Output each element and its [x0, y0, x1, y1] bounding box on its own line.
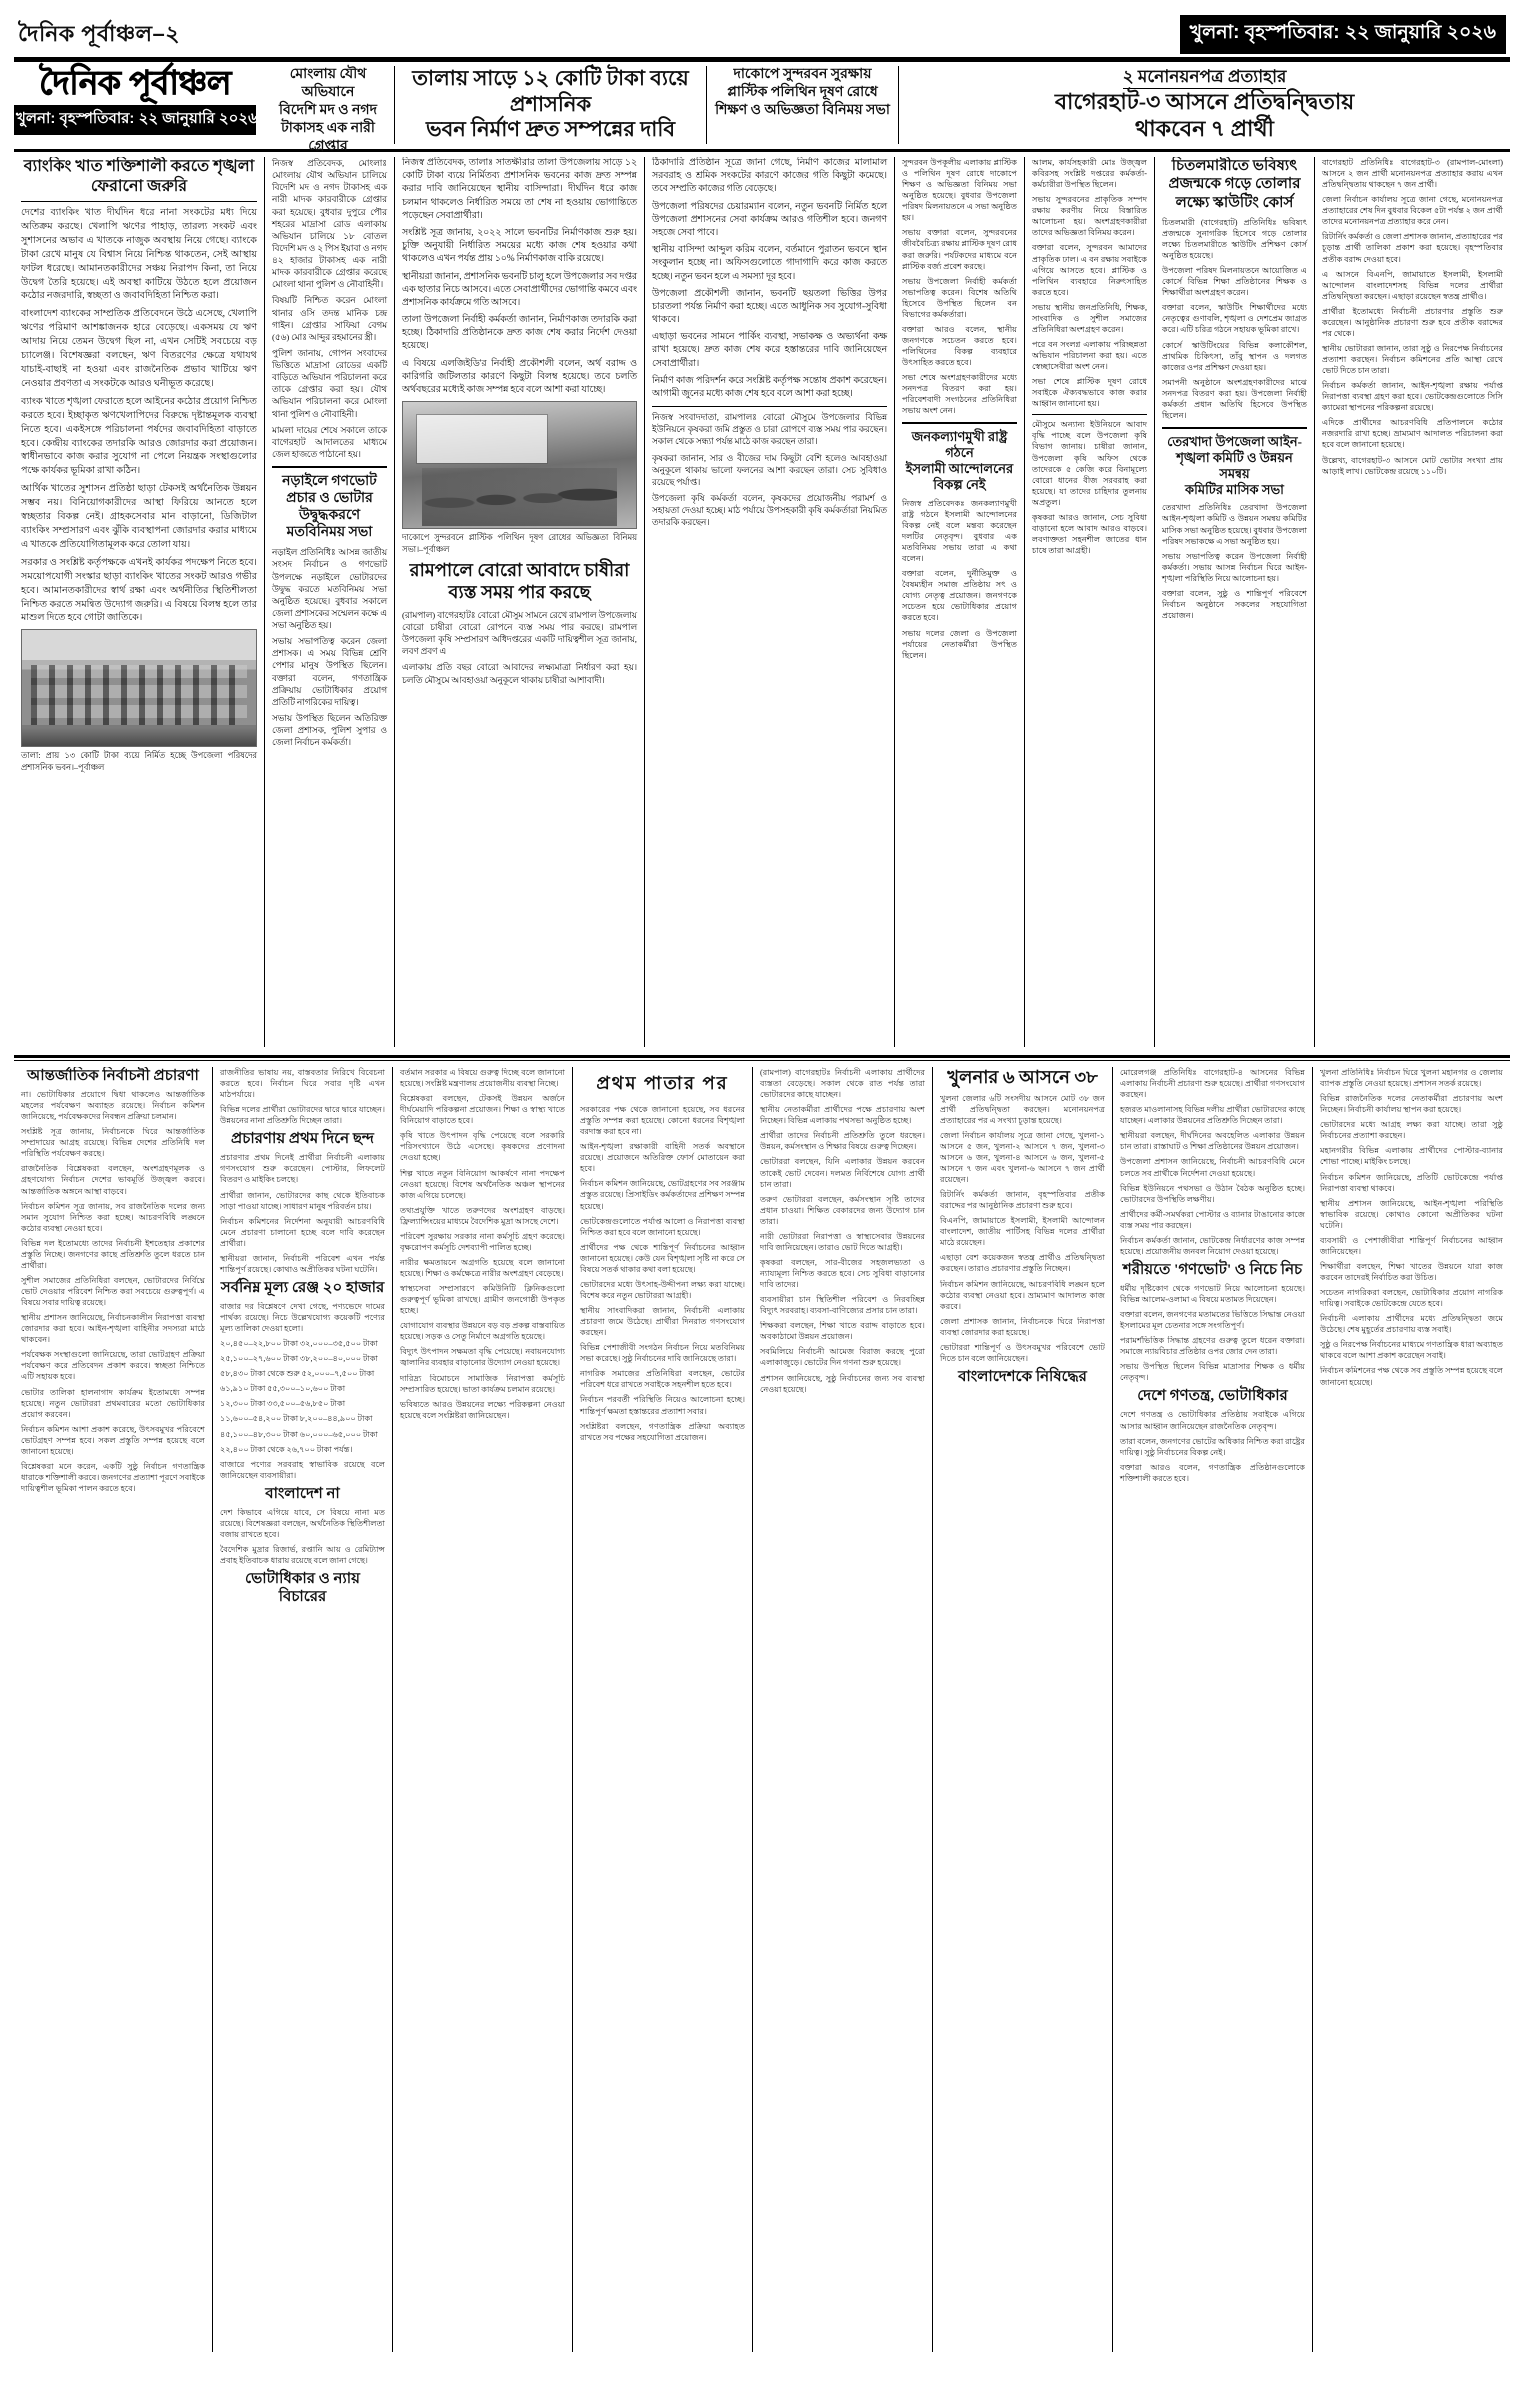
paragraph: নাগরিক সমাজের প্রতিনিধিরা বলছেন, ভোটের পরিবেশ ধরে রাখতে সবাইকে সহনশীল হতে হবে। — [580, 1369, 745, 1390]
paragraph: প্রার্থীরা জানান, ভোটারদের কাছ থেকে ইতিবাচক সাড়া পাওয়া যাচ্ছে। সাধারণ মানুষ পরিবর্তন চায়। — [220, 1190, 385, 1211]
paragraph: আর্থিক খাতের সুশাসন প্রতিষ্ঠা ছাড়া টেকসই অর্থনৈতিক উন্নয়ন সম্ভব নয়। বিনিয়োগকারীদের আস্থা ফিরিয়ে আনতে হলে স্বচ্ছতার বিকল্প নেই। গ্রাহকসেবার মান বাড়ানো, ডিজিটাল ব্যাংকিং সম্প্রসারণ এবং ঝুঁকি ব্যবস্থাপনা জোরদার করার মাধ্যমে এ খাতকে প্রতিযোগিতামূলক করে তোলা যায়। — [21, 483, 257, 550]
teaser-line: টাকাসহ এক নারী গ্রেপ্তার — [281, 120, 375, 154]
paragraph: চিতলমারী (বাগেরহাট) প্রতিনিধিঃ ভবিষ্যৎ প্রজন্মকে সুনাগরিক হিসেবে গড়ে তোলার লক্ষ্যে চিতলমারীতে স্কাউটিং প্রশিক্ষণ কোর্স অনুষ্ঠিত হয়েছে। — [1162, 217, 1307, 261]
shariah-referendum-headline: শরীয়তে 'গণভোট' ও নিচে নিচ — [1122, 1261, 1303, 1278]
teaser-line: দাকোপে সুন্দরবন সুরক্ষায় — [733, 67, 872, 82]
headline-line: কমিটির মাসিক সভা — [1185, 481, 1284, 497]
teaser-line: থাকবেন ৭ প্রার্থী — [1135, 115, 1274, 141]
paragraph: নড়াইল প্রতিনিধিঃ আসন্ন জাতীয় সংসদ নির্বাচন ও গণভোট উপলক্ষে নড়াইলে ভোটারদের উদ্বুদ্ধ করতে মতবিনিময় সভা অনুষ্ঠিত হয়েছে। বুধবার সকালে জেলা প্রশাসকের সম্মেলন কক্ষে এ সভা অনুষ্ঠিত হয়। — [272, 547, 387, 631]
paragraph: স্থানীয় ভোটাররা জানান, তারা সুষ্ঠু ও নিরপেক্ষ নির্বাচনের প্রত্যাশা করছেন। নির্বাচন কমিশনের প্রতি আস্থা রেখে ভোট দিতে চান তারা। — [1322, 343, 1503, 376]
headline-line: ইসলামী আন্দোলনের — [905, 461, 1014, 477]
paragraph: দেশে গণতন্ত্র ও ভোটাধিকার প্রতিষ্ঠায় সবাইকে এগিয়ে আসার আহ্বান জানিয়েছেন রাজনৈতিক নেতৃবৃন্দ। — [1120, 1410, 1305, 1431]
paragraph: কোর্সে স্কাউটিংয়ের বিভিন্ন কলাকৌশল, প্রাথমিক চিকিৎসা, তাঁবু স্থাপন ও দলগত কাজের ওপর প্রশিক্ষণ দেওয়া হয়। — [1162, 340, 1307, 372]
teaser-line: বিদেশি মদ ও নগদ — [279, 102, 377, 118]
column-dakop-cont — [1024, 157, 1154, 1047]
paragraph: প্রচারণার প্রথম দিনেই প্রার্থীরা নির্বাচনী এলাকায় গণসংযোগ শুরু করেছেন। পোস্টার, লিফলেট বিতরণ ও মাইকিং চলছে। — [220, 1153, 385, 1185]
paragraph: তরুণ ভোটাররা বলছেন, কর্মসংস্থান সৃষ্টি তাদের প্রধান চাওয়া। শিক্ষিত বেকারদের জন্য উদ্যোগ চান তারা। — [760, 1194, 925, 1226]
paragraph: তথ্যপ্রযুক্তি খাতে তরুণদের অংশগ্রহণ বাড়ছে। ফ্রিল্যান্সিংয়ের মাধ্যমে বৈদেশিক মুদ্রা আসছে দেশে। — [400, 1205, 565, 1226]
paragraph: স্বাস্থ্যসেবা সম্প্রসারণে কমিউনিটি ক্লিনিকগুলো গুরুত্বপূর্ণ ভূমিকা রাখছে। গ্রামীণ জনগোষ্ঠী উপকৃত হচ্ছে। — [400, 1284, 565, 1316]
price-row: ২৫,১০০–২৭,৬০০ টাকা ৩৮,২০০–৪০,০০০ টাকা — [220, 1354, 378, 1364]
paragraph: সভায় সভাপতিত্ব করেন উপজেলা নির্বাহী কর্মকর্তা। সভায় আসন্ন নির্বাচন ঘিরে আইন-শৃঙ্খলা পরিস্থিতি নিয়ে আলোচনা হয়। — [1162, 551, 1307, 583]
divider — [902, 422, 1017, 424]
lower-continuation-grid — [14, 1067, 1510, 2352]
paragraph: ভোটারদের মধ্যে উৎসাহ-উদ্দীপনা লক্ষ্য করা যাচ্ছে। বিশেষ করে নতুন ভোটাররা আগ্রহী। — [580, 1279, 745, 1300]
paragraph: নির্বাচন কমিশন জানিয়েছে, প্রতিটি ভোটকেন্দ্রে পর্যাপ্ত নিরাপত্তা ব্যবস্থা থাকবে। — [1320, 1172, 1503, 1193]
column-bagerhat3 — [1314, 157, 1510, 1047]
paragraph: এ বিষয়ে এলজিইডি'র নির্বাহী প্রকৌশলী বলেন, অর্থ বরাদ্দ ও কারিগরি জটিলতার কারণে কিছুটা বিলম্ব হয়েছে। তবে চলতি অর্থবছরের মধ্যেই কাজ সম্পন্ন হবে বলে আশা করা যাচ্ছে। — [402, 358, 637, 395]
paragraph: মহানগরীর বিভিন্ন এলাকায় প্রার্থীদের পোস্টার-ব্যানার শোভা পাচ্ছে। মাইকিং চলছে। — [1320, 1146, 1503, 1167]
headline-line: প্রজন্মকে গড়ে তোলার — [1168, 176, 1301, 193]
teaser-kicker — [907, 66, 1502, 89]
paragraph: সংশ্লিষ্টরা বলছেন, গণতান্ত্রিক প্রক্রিয়া অব্যাহত রাখতে সব পক্ষের সহযোগিতা প্রয়োজন। — [580, 1421, 745, 1442]
paragraph: (রামপাল) বাগেরহাটঃ নির্বাচনী এলাকায় প্রার্থীদের ব্যস্ততা বেড়েছে। সকাল থেকে রাত পর্যন্ত তারা ভোটারদের কাছে যাচ্ছেন। — [760, 1068, 925, 1100]
divider — [21, 201, 257, 202]
column-tala — [394, 157, 644, 1047]
paragraph: যোগাযোগ ব্যবস্থার উন্নয়নে বড় বড় প্রকল্প বাস্তবায়িত হয়েছে। সড়ক ও সেতু নির্মাণে অগ্রগতি হয়েছে। — [400, 1321, 565, 1342]
paragraph: বক্তারা বলেন, জনগণের মতামতের ভিত্তিতে সিদ্ধান্ত নেওয়া ইসলামের মূল চেতনার সঙ্গে সংগতিপূর্ণ। — [1120, 1310, 1305, 1331]
paragraph: শিক্ষার্থীরা বলছেন, শিক্ষা খাতের উন্নয়নে যারা কাজ করবেন তাদেরই নির্বাচিত করা উচিত। — [1320, 1261, 1503, 1282]
paragraph: উপজেলা পরিষদের চেয়ারম্যান বলেন, নতুন ভবনটি নির্মিত হলে উপজেলা প্রশাসনের সেবা কার্যক্রম আরও গতিশীল হবে। জনগণ সহজে সেবা পাবে। — [652, 201, 887, 238]
paragraph: বৈদেশিক মুদ্রার রিজার্ভ, রপ্তানি আয় ও রেমিট্যান্স প্রবাহ ইতিবাচক ধারায় রয়েছে বলে জানা গেছে। — [220, 1544, 385, 1565]
paragraph: বিশ্লেষকরা মনে করেন, একটি সুষ্ঠু নির্বাচন গণতান্ত্রিক ধারাকে শক্তিশালী করবে। জনগণের প্রত্যাশা পূরণে সবাইকে দায়িত্বশীল ভূমিকা পালন করতে হবে। — [21, 1461, 205, 1493]
paragraph: বক্তারা বলেন, সুন্দরবন আমাদের প্রাকৃতিক ঢাল। এ বন রক্ষায় সবাইকে এগিয়ে আসতে হবে। প্লাস্টিক ও পলিথিন ব্যবহারে নিরুৎসাহিত করতে হবে। — [1032, 243, 1147, 297]
headline-line: বিকল্প নেই — [933, 476, 986, 492]
paragraph: পরে বন সংলগ্ন এলাকায় পরিচ্ছন্নতা অভিযান পরিচালনা করা হয়। এতে স্বেচ্ছাসেবীরা অংশ নেন। — [1032, 339, 1147, 372]
paragraph: সংশ্লিষ্ট সূত্র জানায়, ২০২২ সালে ভবনটির নির্মাণকাজ শুরু হয়। চুক্তি অনুযায়ী নির্ধারিত সময়ের মধ্যে কাজ শেষ হওয়ার কথা থাকলেও এখন পর্যন্ত প্রায় ১০% নির্মাণকাজ বাকি রয়েছে। — [402, 227, 637, 265]
paragraph: সভা শেষে অংশগ্রহণকারীদের মধ্যে সনদপত্র বিতরণ করা হয়। পরিবেশবাদী সংগঠনের প্রতিনিধিরা সভায় অংশ নেন। — [902, 373, 1017, 416]
voting-rights-headline: ভোটাধিকার ও ন্যায় বিচারের — [245, 1571, 360, 1606]
paragraph: তারা বলেন, জনগণের ভোটের অধিকার নিশ্চিত করা রাষ্ট্রের দায়িত্ব। সুষ্ঠু নির্বাচনের বিকল্প নেই। — [1120, 1436, 1305, 1457]
paragraph: মোরেলগঞ্জ প্রতিনিধিঃ বাগেরহাট-৪ আসনের বিভিন্ন এলাকায় নির্বাচনী প্রচারণা শুরু হয়েছে। প্রার্থীরা গণসংযোগ করছেন। — [1120, 1068, 1305, 1100]
ban-bangladesh-headline: বাংলাদেশকে নিষিদ্ধের — [958, 1368, 1087, 1385]
paragraph: সভা শেষে প্লাস্টিক দূষণ রোধে সবাইকে ঐক্যবদ্ধভাবে কাজ করার আহ্বান জানানো হয়। — [1032, 377, 1147, 409]
paragraph: বর্তমান সরকার এ বিষয়ে গুরুত্ব দিচ্ছে বলে জানানো হয়েছে। সংশ্লিষ্ট মন্ত্রণালয় প্রয়োজনীয় ব্যবস্থা নিচ্ছে। — [400, 1068, 565, 1089]
section-split-rule — [14, 1055, 1510, 1058]
paragraph: বক্তারা বলেন, দুর্নীতিমুক্ত ও বৈষম্যহীন সমাজ প্রতিষ্ঠায় সৎ ও যোগ্য নেতৃত্ব প্রয়োজন। জনগণকে সচেতন হয়ে ভোটাধিকার প্রয়োগ করতে হবে। — [902, 569, 1017, 623]
paragraph: এ আসনে বিএনপি, জামায়াতে ইসলামী, ইসলামী আন্দোলন বাংলাদেশসহ বিভিন্ন দলের প্রার্থীরা প্রতিদ্বন্দ্বিতা করছেন। এছাড়া রয়েছেন স্বতন্ত্র প্রার্থীও। — [1322, 269, 1503, 301]
paragraph: (রামপাল) বাগেরহাটঃ বোরো মৌসুম সামনে রেখে রামপাল উপজেলায় বোরো চাষীরা বোরো রোপনে ব্যস্ত সময় পার করছে। রামপাল উপজেলা কৃষি সম্প্রসারণ অধিদপ্তরের একটি দায়িত্বশীল সূত্র জানায়, লবণ প্রবণ এ — [402, 609, 637, 657]
column-khulna-6-seats — [932, 1067, 1112, 2352]
paragraph: ধর্মীয় দৃষ্টিকোণ থেকে গণভোট নিয়ে আলোচনা হয়েছে। বিভিন্ন আলেম-ওলামা এ বিষয়ে মতামত দিয়েছেন। — [1120, 1283, 1305, 1304]
teaser-bagerhat-3 — [898, 66, 1510, 144]
column-chitalmari — [1154, 157, 1314, 1047]
paragraph: ঠিকাদারি প্রতিষ্ঠান সূত্রে জানা গেছে, নির্মাণ কাজের মালামাল সরবরাহ ও শ্রমিক সংকটের কারণে কাজের গতি কিছুটা কমেছে। তবে সম্প্রতি কাজের গতি বেড়েছে। — [652, 158, 887, 195]
paragraph: উপজেলা প্রশাসন জানিয়েছে, নির্বাচনী আচরণবিধি মেনে চলতে সব প্রার্থীকে নির্দেশনা দেওয়া হয়েছে। — [1120, 1157, 1305, 1178]
paragraph: বিদ্যুৎ উৎপাদন সক্ষমতা বৃদ্ধি পেয়েছে। নবায়নযোগ্য জ্বালানির ব্যবহার বাড়ানোর উদ্যোগ নেওয়া হয়েছে। — [400, 1347, 565, 1368]
header-band — [14, 64, 1510, 154]
paragraph: বিশ্লেষকরা বলছেন, টেকসই উন্নয়ন অর্জনে দীর্ঘমেয়াদি পরিকল্পনা প্রয়োজন। শিক্ষা ও স্বাস্থ্য খাতে বিনিয়োগ বাড়াতে হবে। — [400, 1094, 565, 1126]
teaser-line: শিক্ষণ ও অভিজ্ঞতা বিনিময় সভা — [715, 102, 890, 118]
paragraph: পরামর্শভিত্তিক সিদ্ধান্ত গ্রহণের গুরুত্ব তুলে ধরেন বক্তারা। সমাজে ন্যায়বিচার প্রতিষ্ঠার ওপর জোর দেন তারা। — [1120, 1336, 1305, 1357]
paragraph: খুলনা প্রতিনিধিঃ নির্বাচন ঘিরে খুলনা মহানগর ও জেলায় ব্যাপক প্রস্তুতি নেওয়া হয়েছে। প্রশাসন সতর্ক রয়েছে। — [1320, 1068, 1503, 1089]
paragraph: নিজস্ব প্রতিবেদকঃ জনকল্যাণমুখী রাষ্ট্র গঠনে ইসলামী আন্দোলনের বিকল্প নেই বলে মন্তব্য করেছেন দলটির নেতৃবৃন্দ। বুধবার এক মতবিনিময় সভায় তারা এ কথা বলেন। — [902, 498, 1017, 564]
paragraph: সভায় সভাপতিত্ব করেন জেলা প্রশাসক। এ সময় বিভিন্ন শ্রেণি পেশার মানুষ উপস্থিত ছিলেন। বক্তারা বলেন, গণতান্ত্রিক প্রক্রিয়ায় ভোটাধিকার প্রয়োগ প্রতিটি নাগরিকের দায়িত্ব। — [272, 636, 387, 707]
paragraph: রিটার্নিং কর্মকর্তা জানান, বৃহস্পতিবার প্রতীক বরাদ্দের পর আনুষ্ঠানিক প্রচারণা শুরু হবে। — [940, 1190, 1105, 1211]
paragraph: নির্বাচন কমিশন সূত্র জানায়, সব রাজনৈতিক দলের জন্য সমান সুযোগ নিশ্চিত করা হচ্ছে। আচরণবিধি লঙ্ঘনে কঠোর ব্যবস্থা নেওয়া হবে। — [21, 1201, 205, 1233]
rampal-boro-headline: রামপালে বোরো আবাদে চাষীরা ব্যস্ত সময় পার করছে — [409, 560, 630, 603]
democracy-voting-headline: দেশে গণতন্ত্র, ভোটাধিকার — [1137, 1388, 1288, 1405]
paragraph: বক্তারা বলেন, সুষ্ঠু ও শান্তিপূর্ণ পরিবেশে নির্বাচন অনুষ্ঠানে সকলের সহযোগিতা প্রয়োজন। — [1162, 588, 1307, 620]
paragraph: নির্বাচন কমিশন জানিয়েছে, ভোটগ্রহণের সব সরঞ্জাম প্রস্তুত রয়েছে। প্রিসাইডিং কর্মকর্তাদের প্রশিক্ষণ সম্পন্ন হয়েছে। — [580, 1179, 745, 1211]
paragraph: স্থানীয় নেতাকর্মীরা প্রার্থীদের পক্ষে প্রচারণায় অংশ নিচ্ছেন। বিভিন্ন এলাকায় পথসভা অনুষ্ঠিত হচ্ছে। — [760, 1105, 925, 1126]
paragraph: স্থানীয়রা জানান, নির্বাচনী পরিবেশ এখন পর্যন্ত শান্তিপূর্ণ রয়েছে। কোথাও অপ্রীতিকর ঘটনা ঘটেনি। — [220, 1253, 385, 1274]
column-dakop — [894, 157, 1024, 1047]
paragraph: বাংলাদেশ ব্যাংকের সাম্প্রতিক প্রতিবেদনে উঠে এসেছে, খেলাপি ঋণের পরিমাণ আশঙ্কাজনক হারে বেড়েছে। একসময় যে ঋণ আদায় নিয়ে তেমন উদ্বেগ ছিল না, এখন সেটিই সবচেয়ে বড় চ্যালেঞ্জ। বিশেষজ্ঞরা বলছেন, ঋণ বিতরণের ক্ষেত্রে যথাযথ যাচাই-বাছাই না হওয়া এবং রাজনৈতিক প্রভাব খাটিয়ে ঋণ নেওয়ার প্রবণতা এ সংকটকে আরও ঘনীভূত করেছে। — [21, 308, 257, 389]
paragraph: স্থানীয় প্রশাসন জানিয়েছে, নির্বাচনকালীন নিরাপত্তা ব্যবস্থা জোরদার করা হবে। আইন-শৃঙ্খলা বাহিনীর সদস্যরা মাঠে থাকবেন। — [21, 1313, 205, 1345]
paragraph: বক্তারা আরও বলেন, স্থানীয় জনগণকে সচেতন করতে হবে। পলিথিনের বিকল্প ব্যবহারে উৎসাহিত করতে হবে। — [902, 324, 1017, 368]
intl-campaign-headline: আন্তর্জাতিক নির্বাচনী প্রচারণা — [27, 1068, 199, 1084]
price-row: ২০,৪৫০–২২,৮০০ টাকা ৩২,০০০–৩৫,৫০০ টাকা — [220, 1339, 378, 1349]
paragraph: সমাপনী অনুষ্ঠানে অংশগ্রহণকারীদের মাঝে সনদপত্র বিতরণ করা হয়। উপজেলা নির্বাহী কর্মকর্তা প্রধান অতিথি হিসেবে উপস্থিত ছিলেন। — [1162, 377, 1307, 420]
paragraph: ভোটাররা বলছেন, যিনি এলাকার উন্নয়ন করবেন তাকেই ভোট দেবেন। দলমত নির্বিশেষে যোগ্য প্রার্থী চান তারা। — [760, 1157, 925, 1189]
paragraph: ভোটকেন্দ্রগুলোতে পর্যাপ্ত আলো ও নিরাপত্তা ব্যবস্থা নিশ্চিত করা হবে বলে জানানো হয়েছে। — [580, 1216, 745, 1237]
paragraph: সরকারের পক্ষ থেকে জানানো হয়েছে, সব ধরনের প্রস্তুতি সম্পন্ন করা হয়েছে। কোনো ধরনের বিশৃঙ্খলা বরদাস্ত করা হবে না। — [580, 1105, 745, 1137]
column-intl-campaign — [14, 1067, 212, 2352]
paragraph: বাজারে পণ্যের সরবরাহ স্বাভাবিক রয়েছে বলে জানিয়েছেন ব্যবসায়ীরা। — [220, 1459, 385, 1480]
paragraph: বাগেরহাট প্রতিনিধিঃ বাগেরহাট-৩ (রামপাল-মোংলা) আসনে ২ জন প্রার্থী মনোনয়নপত্র প্রত্যাহার করায় এখন প্রতিদ্বন্দ্বিতায় থাকছেন ৭ জন প্রার্থী। — [1322, 158, 1503, 190]
paragraph: তালা উপজেলা নির্বাহী কর্মকর্তা জানান, নির্মাণকাজ তদারকি করা হচ্ছে। ঠিকাদারি প্রতিষ্ঠানকে দ্রুত কাজ শেষ করার নির্দেশ দেওয়া হয়েছে। — [402, 315, 637, 352]
terokhada-meeting-headline — [1162, 434, 1307, 497]
paragraph: সংশ্লিষ্ট সূত্র জানায়, নির্বাচনকে ঘিরে আন্তর্জাতিক সম্প্রদায়ের আগ্রহ রয়েছে। বিভিন্ন দেশের প্রতিনিধি দল পরিস্থিতি পর্যবেক্ষণ করছে। — [21, 1127, 205, 1159]
teaser-line: ভবন নির্মাণ দ্রুত সম্পন্নের দাবি — [425, 117, 676, 142]
paragraph: সুন্দরবন উপকূলীয় এলাকায় প্লাস্টিক ও পলিথিন দূষণ রোধে দাকোপে শিক্ষণ ও অভিজ্ঞতা বিনিময় সভা অনুষ্ঠিত হয়েছে। বুধবার উপজেলা পরিষদ মিলনায়তনে এ সভা অনুষ্ঠিত হয়। — [902, 158, 1017, 223]
paragraph: কৃষকরা আরও জানান, সেচ সুবিধা বাড়ানো হলে আবাদ আরও বাড়বে। লবণাক্ততা সহনশীল জাতের ধান চাষে তারা আগ্রহী। — [1032, 512, 1147, 555]
headline-line: চিতলমারীতে ভবিষ্যৎ — [1171, 158, 1298, 174]
editorial-headline: ব্যাংকিং খাত শক্তিশালী করতে শৃঙ্খলা ফেরানো জরুরি — [23, 158, 255, 195]
column-lower-4 — [572, 1067, 752, 2352]
paragraph: সভায় উপস্থিত ছিলেন অতিরিক্ত জেলা প্রশাসক, পুলিশ সুপার ও জেলা নির্বাচন কর্মকর্তা। — [272, 712, 387, 748]
campaign-firstday-headline: প্রচারণায় প্রথম দিনে ছন্দ — [231, 1131, 374, 1148]
paragraph: আলম, কার্যসহকারী মোঃ উজ্জ্বল কবিরসহ সংশ্লিষ্ট দপ্তরের কর্মকর্তা-কর্মচারীরা উপস্থিত ছিলেন। — [1032, 158, 1147, 190]
paragraph: নির্বাচন পরবর্তী পরিস্থিতি নিয়েও আলোচনা হচ্ছে। শান্তিপূর্ণ ক্ষমতা হস্তান্তরের প্রত্যাশা সবার। — [580, 1395, 745, 1416]
paragraph: সভায় উপস্থিত ছিলেন বিভিন্ন মাদ্রাসার শিক্ষক ও ধর্মীয় নেতৃবৃন্দ। — [1120, 1362, 1305, 1383]
paragraph: নির্বাচন কর্মকর্তা জানান, ভোটকেন্দ্র নির্ধারণের কাজ সম্পন্ন হয়েছে। প্রয়োজনীয় জনবল নিয়োগ দেওয়া হয়েছে। — [1120, 1235, 1305, 1256]
paragraph: বিভিন্ন দলের প্রার্থীরা ভোটারদের দ্বারে দ্বারে যাচ্ছেন। উন্নয়নের নানা প্রতিশ্রুতি দিচ্ছেন তারা। — [220, 1105, 385, 1126]
paragraph: জেলা নির্বাচন কার্যালয় সূত্রে জানা গেছে, খুলনা-১ আসনে ৫ জন, খুলনা-২ আসনে ৭ জন, খুলনা-৩ আসনে ৬ জন, খুলনা-৪ আসনে ৬ জন, খুলনা-৫ আসনে ৭ জন এবং খুলনা-৬ আসনে ৭ জন প্রার্থী রয়েছেন। — [940, 1130, 1105, 1185]
paragraph: নারী ভোটাররা নিরাপত্তা ও স্বাস্থ্যসেবার উন্নয়নের দাবি জানিয়েছেন। তারাও ভোট দিতে আগ্রহী। — [760, 1231, 925, 1252]
paragraph: ব্যবসায়ী ও পেশাজীবীরা শান্তিপূর্ণ নির্বাচনের আহ্বান জানিয়েছেন। — [1320, 1235, 1503, 1256]
paragraph: সভায় উপজেলা নির্বাহী কর্মকর্তা সভাপতিত্ব করেন। বিশেষ অতিথি হিসেবে উপস্থিত ছিলেন বন বিভাগের কর্মকর্তারা। — [902, 276, 1017, 319]
column-tala-cont — [644, 157, 894, 1047]
divider — [1162, 427, 1307, 429]
paragraph: পুলিশ জানায়, গোপন সংবাদের ভিত্তিতে মাদ্রাসা রোডের একটি বাড়িতে অভিযান পরিচালনা করে তাকে গ্রেপ্তার করা হয়। যৌথ অভিযান পরিচালনা করে মোংলা থানা পুলিশ ও নৌবাহিনী। — [272, 347, 387, 419]
paragraph: দারিদ্র্য বিমোচনে সামাজিক নিরাপত্তা কর্মসূচি সম্প্রসারিত হয়েছে। ভাতা কার্যক্রম চলমান রয়েছে। — [400, 1373, 565, 1394]
paragraph: বক্তারা বলেন, স্কাউটিং শিক্ষার্থীদের মধ্যে নেতৃত্বের গুণাবলি, শৃঙ্খলা ও দেশপ্রেম জাগ্রত করে। এটি চরিত্র গঠনে সহায়ক ভূমিকা রাখে। — [1162, 303, 1307, 335]
price-row: ২২,৪০০ টাকা থেকে ২৬,৭০০ টাকা পর্যন্ত। — [220, 1444, 353, 1454]
paragraph: না। ভোটাধিকার প্রয়োগে দ্বিধা থাকলেও আন্তর্জাতিক মহলের পর্যবেক্ষণ অব্যাহত রয়েছে। নির্বাচন কমিশন জানিয়েছে, পর্যবেক্ষকদের নিবন্ধন প্রক্রিয়া চলমান। — [21, 1090, 205, 1122]
paragraph: জেলা প্রশাসক জানান, নির্বাচনকে ঘিরে নিরাপত্তা ব্যবস্থা জোরদার করা হয়েছে। — [940, 1316, 1105, 1337]
paragraph: কৃষকরা জানান, সার ও বীজের দাম কিছুটা বেশি হলেও আবহাওয়া অনুকূলে থাকায় ভালো ফলনের আশা করছেন তারা। সেচ সুবিধাও রয়েছে পর্যাপ্ত। — [652, 452, 887, 487]
paragraph: সভায় বক্তারা বলেন, সুন্দরবনের জীববৈচিত্র্য রক্ষায় প্লাস্টিক দূষণ রোধ করা জরুরি। পর্যটকদের মাধ্যমে বনে প্লাস্টিক বর্জ্য প্রবেশ করছে। — [902, 228, 1017, 271]
divider — [652, 406, 887, 407]
divider — [1032, 414, 1147, 415]
photo-administrative-building — [21, 629, 257, 747]
paragraph: ভোটারদের মধ্যে আগ্রহ লক্ষ্য করা যাচ্ছে। তারা সুষ্ঠু নির্বাচনের প্রত্যাশা করছেন। — [1320, 1120, 1503, 1141]
column-lower-5 — [752, 1067, 932, 2352]
paragraph: রিটার্নিং কর্মকর্তা ও জেলা প্রশাসক জানান, প্রত্যাহারের পর চূড়ান্ত প্রার্থী তালিকা প্রকাশ করা হয়েছে। বৃহস্পতিবার প্রতীক বরাদ্দ দেওয়া হবে। — [1322, 232, 1503, 264]
paragraph: সবমিলিয়ে নির্বাচনী আমেজ বিরাজ করছে পুরো এলাকাজুড়ে। ভোটের দিন গণনা শুরু হয়েছে। — [760, 1347, 925, 1368]
paragraph: মৌসুমে অন্যান্য ইউনিয়নে আবাদ বৃদ্ধি পাচ্ছে বলে উপজেলা কৃষি বিভাগ জানায়। চাষীরা জানান, উপজেলা কৃষি অফিস থেকে তাদেরকে ৫ কেজি করে বিনামূল্যে বোরো ধানের বীজ সরবরাহ করা হয়েছে। যা তাদের চাহিদার তুলনায় অপ্রতুল। — [1032, 420, 1147, 507]
teaser-line: তালায় সাড়ে ১২ কোটি টাকা ব্যয়ে প্রশাসনিক — [412, 66, 689, 116]
paragraph: উপজেলা কৃষি কর্মকর্তা বলেন, কৃষকদের প্রয়োজনীয় পরামর্শ ও সহায়তা দেওয়া হচ্ছে। মাঠ পর্যায়ে উপসহকারী কৃষি কর্মকর্তারা নিয়মিত তদারকি করছেন। — [652, 492, 887, 528]
teaser-line: মোংলায় যৌথ অভিযানে — [289, 67, 367, 100]
paragraph: এদিকে প্রার্থীদের আচরণবিধি প্রতিপালনে কঠোর নজরদারি রাখা হচ্ছে। ভ্রাম্যমাণ আদালত পরিচালনা করা হবে বলে জানানো হয়েছে। — [1322, 418, 1503, 450]
paragraph: সভায় দলের জেলা ও উপজেলা পর্যায়ের নেতাকর্মীরা উপস্থিত ছিলেন। — [902, 628, 1017, 660]
masthead-rule — [14, 57, 1510, 62]
divider — [272, 466, 387, 468]
photo-caption: দাকোপে সুন্দরবনে প্লাস্টিক পলিথিন দূষণ রোধের অভিজ্ঞতা বিনিময় সভা।–পূর্বাঞ্চল — [402, 533, 637, 554]
paragraph: বিভিন্ন দল ইতোমধ্যে তাদের নির্বাচনী ইশতেহার প্রকাশের প্রস্তুতি নিচ্ছে। জনগণের কাছে প্রতিশ্রুতি তুলে ধরতে চান প্রার্থীরা। — [21, 1238, 205, 1270]
paragraph: তেরখাদা প্রতিনিধিঃ তেরখাদা উপজেলা আইন-শৃঙ্খলা কমিটি ও উন্নয়ন সমন্বয় কমিটির মাসিক সভা অনুষ্ঠিত হয়েছে। বুধবার উপজেলা পরিষদ সভাকক্ষে এ সভা অনুষ্ঠিত হয়। — [1162, 503, 1307, 546]
column-campaign-firstday — [212, 1067, 392, 2352]
column-editorial — [14, 157, 264, 1047]
paragraph: ভবিষ্যতে আরও উন্নয়নের লক্ষ্যে পরিকল্পনা নেওয়া হয়েছে বলে সংশ্লিষ্টরা জানিয়েছেন। — [400, 1399, 565, 1420]
paragraph: নির্বাচন কমিশন জানিয়েছে, আচরণবিধি লঙ্ঘন হলে কঠোর ব্যবস্থা নেওয়া হবে। ভ্রাম্যমাণ আদালত কাজ করবে। — [940, 1279, 1105, 1311]
headline-line: শৃঙ্খলা কমিটি ও উন্নয়ন সমন্বয় — [1176, 449, 1293, 481]
paragraph: প্রার্থীদের কর্মী-সমর্থকরা পোস্টার ও ব্যানার টাঙানোর কাজে ব্যস্ত সময় পার করছেন। — [1120, 1209, 1305, 1230]
paragraph: ভোটাররা শান্তিপূর্ণ ও উৎসবমুখর পরিবেশে ভোট দিতে চান বলে জানিয়েছেন। — [940, 1342, 1105, 1363]
paragraph: কৃষি খাতে উৎপাদন বৃদ্ধি পেয়েছে বলে সরকারি পরিসংখ্যানে উঠে এসেছে। কৃষকদের প্রণোদনা দেওয়া হচ্ছে। — [400, 1131, 565, 1163]
paragraph: নির্বাচন কর্মকর্তা জানান, আইন-শৃঙ্খলা রক্ষায় পর্যাপ্ত নিরাপত্তা ব্যবস্থা গ্রহণ করা হবে। ভোটকেন্দ্রগুলোতে সিসি ক্যামেরা স্থাপনের পরিকল্পনা রয়েছে। — [1322, 381, 1503, 413]
paragraph: প্রার্থীরা তাদের নির্বাচনী প্রতিশ্রুতি তুলে ধরছেন। উন্নয়ন, কর্মসংস্থান ও শিক্ষার বিষয়ে গুরুত্ব দিচ্ছেন। — [760, 1131, 925, 1152]
paragraph: বিষয়টি নিশ্চিত করেন মোংলা থানার ওসি তদন্ত মানিক চন্দ্র গাইন। গ্রেপ্তার সাফিয়া বেগম (৫৬) মোঃ আব্দুর রহমানের স্ত্রী। — [272, 295, 387, 342]
paragraph: স্থানীয়রা জানান, প্রশাসনিক ভবনটি চালু হলে উপজেলার সব দপ্তর এক ছাতার নিচে আসবে। এতে সেবাপ্রার্থীদের ভোগান্তি কমবে এবং প্রশাসনিক কার্যক্রমে গতি আসবে। — [402, 271, 637, 308]
bangladesh-na-headline: বাংলাদেশ না — [265, 1485, 340, 1502]
teaser-line: বাগেরহাট-৩ আসনে প্রতিদ্বন্দ্বিতায় — [1054, 89, 1355, 115]
paragraph: উল্লেখ্য, বাগেরহাট-৩ আসনে মোট ভোটার সংখ্যা প্রায় আড়াই লাখ। ভোটকেন্দ্র রয়েছে ১১০টি। — [1322, 455, 1503, 476]
paragraph: সভায় স্থানীয় জনপ্রতিনিধি, শিক্ষক, সাংবাদিক ও সুশীল সমাজের প্রতিনিধিরা অংশগ্রহণ করেন। — [1032, 302, 1147, 334]
paragraph: নিজস্ব সংবাদদাতা, রামপালঃ বোরো মৌসুমে উপজেলার বিভিন্ন ইউনিয়নে কৃষকরা জমি প্রস্তুত ও চারা রোপণে ব্যস্ত সময় পার করছেন। সকাল থেকে সন্ধ্যা পর্যন্ত মাঠে কাজ করছেন তারা। — [652, 412, 887, 447]
upper-news-grid — [14, 157, 1510, 1047]
paragraph: কৃষকরা বলছেন, সার-বীজের সহজলভ্যতা ও ন্যায্যমূল্য নিশ্চিত করতে হবে। সেচ সুবিধা বাড়ানোর দাবি তাদের। — [760, 1257, 925, 1290]
paragraph: ব্যাংক খাতে শৃঙ্খলা ফেরাতে হলে আইনের কঠোর প্রয়োগ নিশ্চিত করতে হবে। ইচ্ছাকৃত ঋণখেলাপিদের বিরুদ্ধে দৃষ্টান্তমূলক ব্যবস্থা নিতে হবে। একইসঙ্গে পরিচালনা পর্ষদের জবাবদিহিতা বাড়াতে হবে। কেন্দ্রীয় ব্যাংকের তদারকি আরও জোরদার করা প্রয়োজন। স্বাধীনভাবে কাজ করার সুযোগ না পেলে নিয়ন্ত্রক সংস্থাগুলোর পক্ষে কার্যকর ভূমিকা রাখা কঠিন। — [21, 395, 257, 477]
paragraph: নির্বাচন কমিশনের নির্দেশনা অনুযায়ী আচরণবিধি মেনে প্রচারণা চালানো হচ্ছে বলে দাবি করেছেন প্রার্থীরা। — [220, 1216, 385, 1248]
paragraph: রাজনৈতিক বিশ্লেষকরা বলছেন, অংশগ্রহণমূলক ও গ্রহণযোগ্য নির্বাচন দেশের ভাবমূর্তি উজ্জ্বল করবে। আন্তর্জাতিক অঙ্গনে আস্থা বাড়বে। — [21, 1164, 205, 1196]
paragraph: নির্বাচন কমিশনের পক্ষ থেকে সব প্রস্তুতি সম্পন্ন হয়েছে বলে জানানো হয়েছে। — [1320, 1366, 1503, 1387]
column-lower-8 — [1312, 1067, 1510, 2352]
teaser-mongla-raid — [262, 66, 394, 154]
price-range-headline: সর্বনিম্ন মূল্য রেঞ্জ ২০ হাজার — [220, 1279, 385, 1296]
teaser-kicker-text: ২ মনোনয়নপত্র প্রত্যাহার — [1123, 66, 1287, 89]
header-bottom-rule — [14, 149, 1510, 152]
paragraph: আইন-শৃঙ্খলা রক্ষাকারী বাহিনী সতর্ক অবস্থানে রয়েছে। প্রয়োজনে অতিরিক্ত ফোর্স মোতায়েন করা হবে। — [580, 1142, 745, 1174]
price-row: ৬১,৯১০ টাকা ৫৫,৩০০–১০,৬০০ টাকা — [220, 1384, 346, 1394]
paragraph: পরিবেশ সুরক্ষায় সরকার নানা কর্মসূচি গ্রহণ করেছে। বৃক্ষরোপণ কর্মসূচি দেশব্যাপী পালিত হচ্ছে। — [400, 1231, 565, 1252]
paragraph: স্থানীয় প্রশাসন জানিয়েছে, আইন-শৃঙ্খলা পরিস্থিতি স্বাভাবিক রয়েছে। কোথাও কোনো অপ্রীতিকর ঘটনা ঘটেনি। — [1320, 1198, 1503, 1230]
paragraph: বিভিন্ন ইউনিয়নে পথসভা ও উঠান বৈঠক অনুষ্ঠিত হচ্ছে। ভোটারদের উপস্থিতি লক্ষণীয়। — [1120, 1183, 1305, 1204]
paragraph: শিক্ষকরা বলছেন, শিক্ষা খাতে বরাদ্দ বাড়াতে হবে। অবকাঠামো উন্নয়ন প্রয়োজন। — [760, 1321, 925, 1342]
paragraph: নিজস্ব প্রতিবেদক, তালাঃ সাতক্ষীরার তালা উপজেলায় সাড়ে ১২ কোটি টাকা ব্যয়ে নির্মিতব্য প্রশাসনিক ভবনের কাজ দ্রুত সম্পন্ন করার দাবি জানিয়েছেন স্থানীয় বাসিন্দারা। দীর্ঘদিন ধরে কাজ চলমান থাকলেও নির্ধারিত সময়ে তা শেষ না হওয়ায় ভোগান্তিতে পড়েছেন সেবাপ্রার্থীরা। — [402, 158, 637, 221]
paragraph: রাজনীতির ভাষায় নয়, বাস্তবতার নিরিখে বিবেচনা করতে হবে। নির্বাচন ঘিরে সবার দৃষ্টি এখন মাঠপর্যায়ে। — [220, 1068, 385, 1100]
headline-line: তেরখাদা উপজেলা আইন- — [1167, 433, 1302, 449]
paragraph: বক্তারা আরও বলেন, গণতান্ত্রিক প্রতিষ্ঠানগুলোকে শক্তিশালী করতে হবে। — [1120, 1462, 1305, 1483]
paragraph: বিএনপি, জামায়াতে ইসলামী, ইসলামী আন্দোলন বাংলাদেশ, জাতীয় পার্টিসহ বিভিন্ন দলের প্রার্থীরা মাঠে রয়েছেন। — [940, 1216, 1105, 1248]
masthead-logo-block — [14, 66, 262, 144]
paragraph: স্থানীয় সাংবাদিকরা জানান, নির্বাচনী এলাকায় প্রচারণা জমে উঠেছে। প্রার্থীরা দিনরাত গণসংযোগ করছেন। — [580, 1306, 745, 1338]
paragraph: বিভিন্ন রাজনৈতিক দলের নেতাকর্মীরা প্রচারণায় অংশ নিচ্ছেন। নির্বাচনী কার্যালয় স্থাপন করা হয়েছে। — [1320, 1094, 1503, 1115]
continuation-label: প্রথম পাতার পর — [596, 1073, 729, 1093]
price-row: ১২,৩০০ টাকা ৩৩,৫০০–৫৬,৮৫০ টাকা — [220, 1399, 346, 1409]
paragraph: সুষ্ঠু ও নিরপেক্ষ নির্বাচনের মাধ্যমে গণতান্ত্রিক ধারা অব্যাহত থাকবে বলে আশা প্রকাশ করেছেন সবাই। — [1320, 1340, 1503, 1361]
column-lower-3 — [392, 1067, 572, 2352]
paragraph: এছাড়া বেশ কয়েকজন স্বতন্ত্র প্রার্থীও প্রতিদ্বন্দ্বিতা করছেন। তারাও প্রচারণার প্রস্তুতি নিচ্ছেন। — [940, 1253, 1105, 1274]
paragraph: মামলা দায়ের শেষে সকালে তাকে বাগেরহাট আদালতের মাধ্যমে জেল হাজতে পাঠানো হয়। — [272, 424, 387, 459]
price-row: ১১,৬০০–৫৪,২০০ টাকা ৮,২০০–৪৪,৯০০ টাকা — [220, 1414, 373, 1424]
paragraph: সভায় সুন্দরবনের প্রাকৃতিক সম্পদ রক্ষায় করণীয় নিয়ে বিস্তারিত আলোচনা হয়। অংশগ্রহণকারীরা তাদের অভিজ্ঞতা বিনিময় করেন। — [1032, 195, 1147, 238]
paragraph: বিভিন্ন পেশাজীবী সংগঠন নির্বাচন নিয়ে মতবিনিময় সভা করেছে। সুষ্ঠু নির্বাচনের দাবি জানিয়েছে তারা। — [580, 1343, 745, 1364]
paragraph: হজরত মাওলানাসহ বিভিন্ন দলীয় প্রার্থীরা ভোটারদের কাছে যাচ্ছেন। এলাকার উন্নয়নের প্রতিশ্রুতি দিচ্ছেন তারা। — [1120, 1105, 1305, 1126]
teaser-tala-building — [394, 66, 706, 144]
paragraph: এলাকায় প্রতি বছর বোরো আবাদের লক্ষ্যমাত্রা নির্ধারণ করা হয়। চলতি মৌসুমে আবহাওয়া অনুকূলে থাকায় চাষীরা আশাবাদী। — [402, 662, 637, 685]
paragraph: উপজেলা পরিষদ মিলনায়তনে আয়োজিত এ কোর্সে বিভিন্ন শিক্ষা প্রতিষ্ঠানের শিক্ষক ও শিক্ষার্থীরা অংশগ্রহণ করেন। — [1162, 266, 1307, 298]
paragraph: প্রার্থীরা ইতোমধ্যে নির্বাচনী প্রচারণার প্রস্তুতি শুরু করেছেন। আনুষ্ঠানিক প্রচারণা শুরু হবে প্রতীক বরাদ্দের পর থেকে। — [1322, 306, 1503, 338]
scouting-headline — [1162, 157, 1307, 212]
masthead-date-bar: খুলনা: বৃহস্পতিবার: ২২ জানুয়ারি ২০২৬ — [14, 105, 256, 135]
headline-line: লক্ষ্যে স্কাউটিং কোর্স — [1175, 194, 1294, 211]
narail-meeting-headline: নড়াইলে গণভোট প্রচার ও ভোটার উদ্বুদ্ধকরণে মতবিনিময় সভা — [282, 474, 377, 541]
column-morrelganj — [1112, 1067, 1312, 2352]
paragraph: নিজস্ব প্রতিবেদক, মোংলাঃ মোংলায় যৌথ অভিযান চালিয়ে বিদেশি মদ ও নগদ টাকাসহ এক নারী মাদক কারবারীকে গ্রেপ্তার করা হয়েছে। বুধবার দুপুরে পৌর শহরের মাদ্রাসা রোড এলাকায় অভিযান চালিয়ে ১৮ বোতল বিদেশি মদ ও ২ পিস ইয়াবা ও নগদ ৪২ হাজার টাকাসহ এক নারী মাদক কারবারীকে গ্রেপ্তার করেছে মোংলা থানা পুলিশ ও নৌবাহিনী। — [272, 158, 387, 290]
paragraph: ব্যবসায়ীরা চান স্থিতিশীল পরিবেশ ও নিরবচ্ছিন্ন বিদ্যুৎ সরবরাহ। ব্যবসা-বাণিজ্যের প্রসার চান তারা। — [760, 1295, 925, 1316]
paragraph: জেলা নির্বাচন কার্যালয় সূত্রে জানা গেছে, মনোনয়নপত্র প্রত্যাহারের শেষ দিন বুধবার বিকেল ৫টা পর্যন্ত ২ জন প্রার্থী তাদের মনোনয়নপত্র প্রত্যাহার করে নেন। — [1322, 195, 1503, 227]
paragraph: বাজার দর বিশ্লেষণে দেখা গেছে, পণ্যভেদে দামের পার্থক্য রয়েছে। নিচে উল্লেখযোগ্য কয়েকটি পণ্যের মূল্য তালিকা দেওয়া হলো। — [220, 1301, 385, 1334]
paragraph: উপজেলা প্রকৌশলী জানান, ভবনটি ছয়তলা ভিত্তির উপর চারতলা পর্যন্ত নির্মাণ করা হচ্ছে। এতে আধুনিক সব সুযোগ-সুবিধা থাকবে। — [652, 288, 887, 326]
headline-line: জনকল্যাণমুখী রাষ্ট্র গঠনে — [911, 429, 1008, 461]
photo-caption: তালা: প্রায় ১৩ কোটি টাকা ব্যয়ে নির্মিত হচ্ছে উপজেলা পরিষদের প্রশাসনিক ভবন।–পূর্বাঞ্চল — [21, 751, 257, 772]
photo-dakop-meeting — [402, 401, 637, 529]
price-row: ৫৮,৪৩০ টাকা থেকে শুরু ৫২,০০০–৭,৫০০ টাকা — [220, 1369, 375, 1379]
islami-andolon-headline — [902, 429, 1017, 492]
masthead-title: দৈনিক পূর্বাঞ্চল — [39, 64, 231, 101]
paragraph: দেশের ব্যাংকিং খাত দীর্ঘদিন ধরে নানা সংকটের মধ্য দিয়ে অতিক্রম করছে। খেলাপি ঋণের পাহাড়, তারল্য সংকট এবং সুশাসনের অভাব এ খাতকে নাজুক অবস্থায় নিয়ে গেছে। ব্যাংকে টাকা রেখে মানুষ যে বিশ্বাস নিয়ে নিশ্চিন্ত থাকতেন, সেই আস্থায় ফাটল ধরেছে। আমানতকারীদের সঞ্চয় নিরাপদ কিনা, তা নিয়ে উদ্বেগ তৈরি হয়েছে। এই অবস্থা কাটিয়ে উঠতে হলে প্রয়োজন কঠোর নজরদারি, স্বচ্ছতা ও জবাবদিহিতা নিশ্চিত করা। — [21, 207, 257, 302]
paragraph: নারীর ক্ষমতায়নে অগ্রগতি হয়েছে বলে জানানো হয়েছে। শিক্ষা ও কর্মক্ষেত্রে নারীর অংশগ্রহণ বেড়েছে। — [400, 1257, 565, 1278]
paragraph: খুলনা জেলার ৬টি সংসদীয় আসনে মোট ৩৮ জন প্রার্থী প্রতিদ্বন্দ্বিতা করছেন। মনোনয়নপত্র প্রত্যাহারের পর এ সংখ্যা চূড়ান্ত হয়েছে। — [940, 1093, 1105, 1125]
paragraph: পর্যবেক্ষক সংস্থাগুলো জানিয়েছে, তারা ভোটগ্রহণ প্রক্রিয়া পর্যবেক্ষণ করে প্রতিবেদন প্রকাশ করবে। স্বচ্ছতা নিশ্চিতে এটি সহায়ক হবে। — [21, 1350, 205, 1382]
paragraph: শিল্প খাতে নতুন বিনিয়োগ আকর্ষণে নানা পদক্ষেপ নেওয়া হয়েছে। বিশেষ অর্থনৈতিক অঞ্চল স্থাপনের কাজ এগিয়ে চলেছে। — [400, 1168, 565, 1200]
folio-date-banner: খুলনা: বৃহস্পতিবার: ২২ জানুয়ারি ২০২৬ — [1180, 15, 1506, 54]
paragraph: প্রশাসন জানিয়েছে, সুষ্ঠু নির্বাচনের জন্য সব ব্যবস্থা নেওয়া হয়েছে। — [760, 1373, 925, 1394]
paragraph: সচেতন নাগরিকরা বলছেন, ভোটাধিকার প্রয়োগ নাগরিক দায়িত্ব। সবাইকে ভোটকেন্দ্রে যেতে হবে। — [1320, 1288, 1503, 1309]
paragraph: ভোটার তালিকা হালনাগাদ কার্যক্রম ইতোমধ্যে সম্পন্ন হয়েছে। নতুন ভোটাররা প্রথমবারের মতো ভোটাধিকার প্রয়োগ করবেন। — [21, 1387, 205, 1419]
paragraph: নির্মাণ কাজ পরিদর্শন করে সংশ্লিষ্ট কর্তৃপক্ষ সন্তোষ প্রকাশ করেছেন। আগামী জুনের মধ্যে কাজ শেষ হবে বলে আশা করা হচ্ছে। — [652, 375, 887, 399]
folio-page-label: দৈনিক পূর্বাঞ্চল–২ — [18, 21, 181, 46]
teaser-dakop-sundarban — [706, 66, 898, 144]
teaser-line: প্লাস্টিক পলিথিন দূষণ রোধে — [727, 84, 878, 100]
paragraph: এছাড়া ভবনের সামনে পার্কিং ব্যবস্থা, সভাকক্ষ ও অভ্যর্থনা কক্ষ রাখা হয়েছে। দ্রুত কাজ শেষ করে হস্তান্তরের দাবি জানিয়েছেন সেবাপ্রার্থীরা। — [652, 332, 887, 369]
section-split-rule-2 — [14, 1060, 1510, 1061]
paragraph: স্থানীয়রা বলছেন, দীর্ঘদিনের অবহেলিত এলাকার উন্নয়ন চান তারা। রাস্তাঘাট ও শিক্ষা প্রতিষ্ঠানের উন্নয়ন প্রয়োজন। — [1120, 1131, 1305, 1152]
paragraph: স্থানীয় বাসিন্দা আব্দুল করিম বলেন, বর্তমানে পুরাতন ভবনে স্থান সংকুলান হচ্ছে না। অফিসগুলোতে গাদাগাদি করে কাজ করতে হচ্ছে। নতুন ভবন হলে এ সমস্যা দূর হবে। — [652, 245, 887, 282]
column-mongla — [264, 157, 394, 1047]
paragraph: নির্বাচন কমিশন আশা প্রকাশ করেছে, উৎসবমুখর পরিবেশে ভোটগ্রহণ সম্পন্ন হবে। সকল প্রস্তুতি সম্পন্ন হয়েছে বলে জানানো হয়েছে। — [21, 1424, 205, 1456]
folio-bar — [14, 10, 1510, 54]
price-row: ৪৫,১০০–৪৮,৩০০ টাকা ৬০,০০০–৬৫,০০০ টাকা — [220, 1429, 378, 1439]
paragraph: নির্বাচনী এলাকায় প্রার্থীদের মধ্যে প্রতিদ্বন্দ্বিতা জমে উঠেছে। শেষ মুহূর্তের প্রচারণায় ব্যস্ত সবাই। — [1320, 1314, 1503, 1335]
paragraph: সরকার ও সংশ্লিষ্ট কর্তৃপক্ষকে এখনই কার্যকর পদক্ষেপ নিতে হবে। সময়োপযোগী সংস্কার ছাড়া ব্যাংকিং খাতের সংকট আরও গভীর হবে। আমানতকারীদের স্বার্থ রক্ষা এবং অর্থনীতির স্থিতিশীলতা নিশ্চিত করতে সমন্বিত উদ্যোগ জরুরি। এ বিষয়ে বিলম্ব হলে তার মাশুল দিতে হবে গোটা জাতিকে। — [21, 556, 257, 624]
paragraph: প্রার্থীদের পক্ষ থেকে শান্তিপূর্ণ নির্বাচনের আহ্বান জানানো হয়েছে। কেউ যেন বিশৃঙ্খলা সৃষ্টি না করে সে বিষয়ে সতর্ক থাকার কথা বলা হয়েছে। — [580, 1242, 745, 1274]
paragraph: দেশ কিভাবে এগিয়ে যাবে, সে বিষয়ে নানা মত রয়েছে। বিশেষজ্ঞরা বলছেন, অর্থনৈতিক স্থিতিশীলতা বজায় রাখতে হবে। — [220, 1507, 385, 1539]
khulna-6-seats-headline: খুলনার ৬ আসনে ৩৮ — [947, 1067, 1098, 1087]
paragraph: সুশীল সমাজের প্রতিনিধিরা বলছেন, ভোটারদের নির্বিঘ্নে ভোট দেওয়ার পরিবেশ নিশ্চিত করা সবচেয়ে গুরুত্বপূর্ণ। এ বিষয়ে সবার দায়িত্ব রয়েছে। — [21, 1275, 205, 1308]
